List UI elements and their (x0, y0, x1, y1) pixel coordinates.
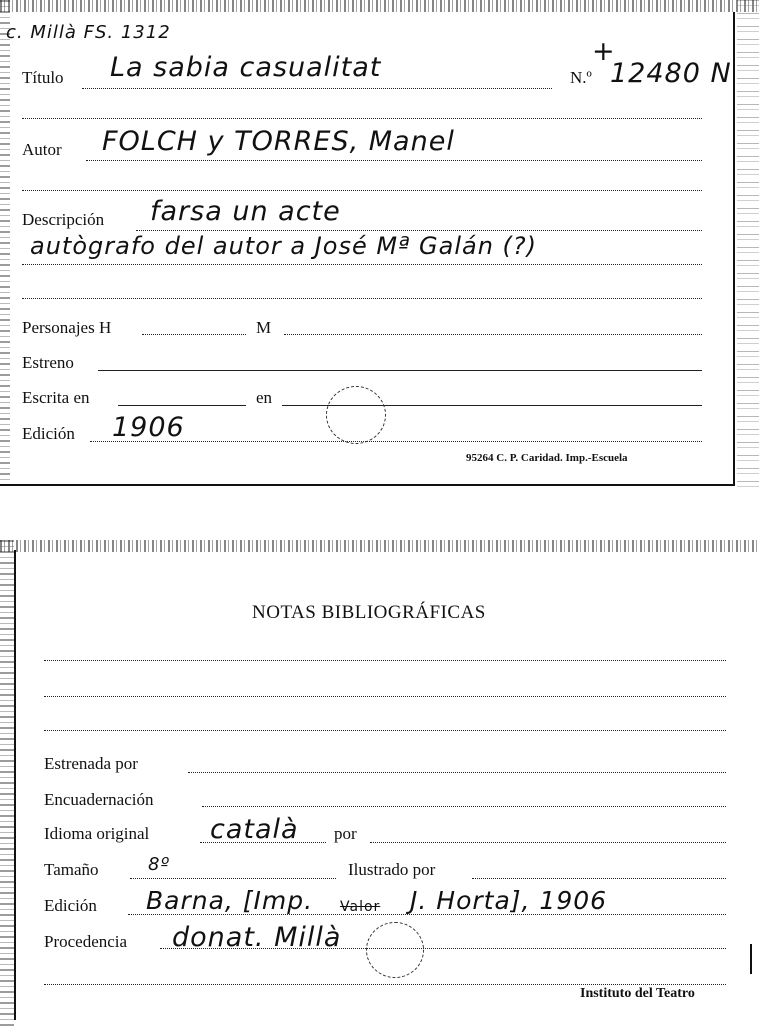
ilustrado-label: Ilustrado por (348, 860, 436, 879)
autor-value: FOLCH y TORRES, Manel (102, 126, 455, 157)
blank-line-2 (22, 190, 702, 191)
catalog-card-front (0, 0, 759, 490)
en-label: en (256, 388, 273, 407)
por-label: por (334, 824, 357, 843)
edicion-struck-word: Valor (340, 899, 381, 915)
descripcion-label: Descripción (22, 210, 105, 229)
numero-label: N.º (570, 68, 592, 87)
edge-tick-mark (750, 944, 752, 974)
descripcion-line-1 (136, 230, 702, 231)
blank-line-1 (22, 118, 702, 119)
notas-line-last (44, 984, 726, 985)
notas-line-3 (44, 730, 726, 731)
estrenada-line (188, 772, 726, 773)
printer-line: 95264 C. P. Caridad. Imp.-Escuela (466, 452, 628, 464)
ilustrado-line (472, 878, 726, 879)
catalog-card-back (0, 540, 759, 1028)
edicion-label: Edición (22, 424, 75, 443)
notas-heading: NOTAS BIBLIOGRÁFICAS (252, 602, 486, 623)
encuadernacion-line (202, 806, 726, 807)
tamano-value: 8º (148, 854, 170, 875)
edicion-label: Edición (44, 896, 97, 915)
descripcion-value-1: farsa un acte (150, 196, 341, 227)
card-edge-right (737, 0, 759, 490)
descripcion-value-2: autògrafo del autor a José Mª Galán (?) (30, 232, 538, 260)
card-edge-top (0, 540, 759, 552)
descripcion-line-2 (22, 264, 702, 265)
autor-label: Autor (22, 140, 62, 159)
encuadernacion-label: Encuadernación (44, 790, 154, 809)
card-left-border (14, 550, 16, 1020)
edicion-value-2: J. Horta], 1906 (410, 886, 608, 915)
procedencia-value: donat. Millà (172, 922, 342, 953)
edicion-value: 1906 (112, 412, 185, 443)
card-edge-left (0, 0, 10, 490)
edicion-value-1: Barna, [Imp. (146, 886, 314, 915)
card-bottom-border (0, 484, 735, 486)
blank-line-3 (22, 298, 702, 299)
idioma-label: Idioma original (44, 824, 150, 843)
numero-mark: + (592, 36, 616, 67)
autor-line (86, 160, 702, 161)
personajes-label: Personajes H (22, 318, 112, 337)
estreno-label: Estreno (22, 353, 74, 372)
por-line (370, 842, 726, 843)
notas-line-1 (44, 660, 726, 661)
escrita-line (118, 405, 246, 406)
personajes-h-line (142, 334, 246, 335)
footer-institution: Instituto del Teatro (580, 986, 695, 1001)
card-right-border (733, 12, 735, 486)
estreno-line (98, 370, 702, 371)
escrita-label: Escrita en (22, 388, 90, 407)
titulo-label: Título (22, 68, 64, 87)
numero-value: 12480 N (610, 58, 732, 89)
tamano-label: Tamaño (44, 860, 99, 879)
notas-line-2 (44, 696, 726, 697)
estrenada-label: Estrenada por (44, 754, 138, 773)
punch-hole (366, 922, 424, 978)
idioma-value: català (210, 814, 299, 845)
archive-reference: c. Millà FS. 1312 (6, 22, 171, 43)
m-label: M (256, 318, 272, 337)
punch-hole (326, 386, 386, 444)
procedencia-label: Procedencia (44, 932, 128, 951)
titulo-line (82, 88, 552, 89)
personajes-m-line (284, 334, 702, 335)
titulo-value: La sabia casualitat (110, 52, 382, 83)
card-edge-left (0, 540, 14, 1028)
card-edge-top (0, 0, 759, 12)
tamano-line (130, 878, 336, 879)
